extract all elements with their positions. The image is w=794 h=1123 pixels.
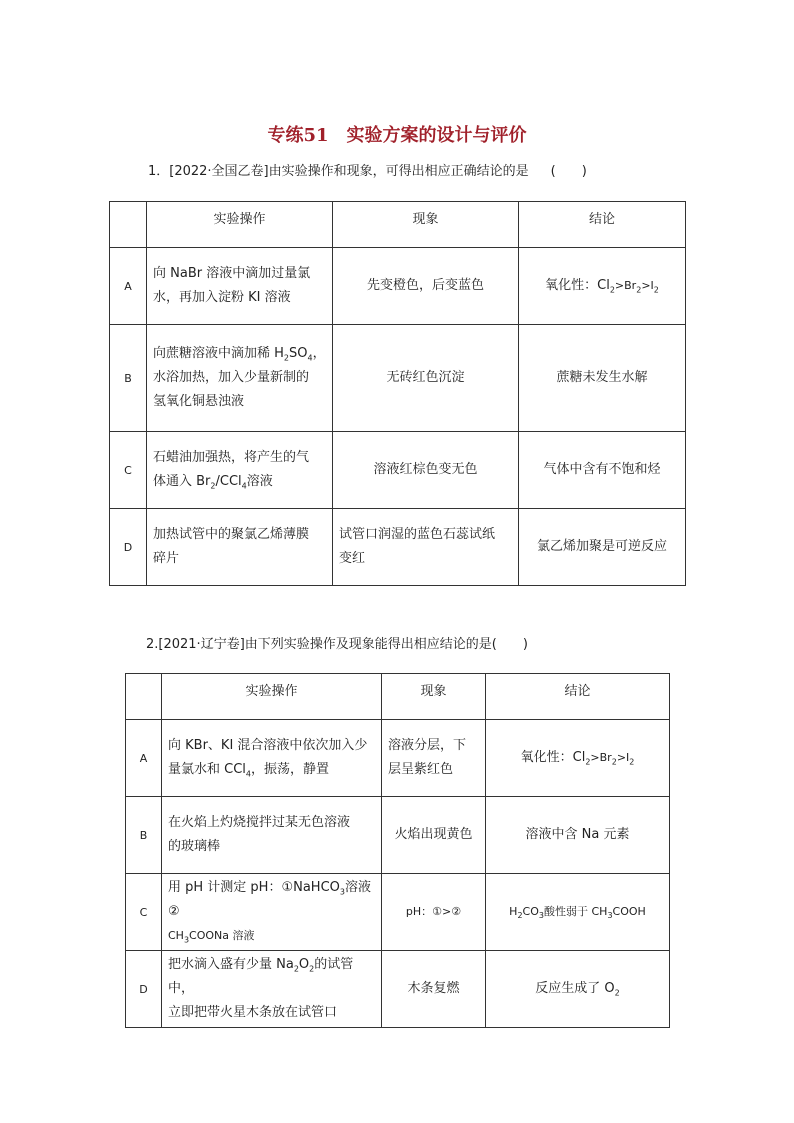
- option-label: C: [110, 432, 147, 509]
- option-label: D: [126, 951, 162, 1028]
- header-cell-conclusion: 结论: [519, 202, 686, 248]
- subscript: 2: [609, 285, 615, 295]
- operation-line: 氢氧化铜悬浊液: [153, 394, 245, 409]
- phenomenon-cell: 火焰出现黄色: [382, 797, 486, 874]
- operation-cell: [162, 951, 382, 1028]
- page-title: 专练51 实验方案的设计与评价: [267, 125, 527, 146]
- option-label: D: [110, 509, 147, 586]
- operation-line: 水浴加热，加入少量新制的: [153, 370, 310, 385]
- phenomenon-cell: 木条复燃: [382, 951, 486, 1028]
- conclusion-cell: [486, 874, 670, 951]
- conclusion-text: 反应生成了 O: [535, 981, 615, 996]
- conclusion-text: >I: [641, 279, 654, 292]
- conclusion-cell: 气体中含有不饱和烃: [519, 432, 686, 509]
- subscript: 2: [653, 285, 659, 295]
- operation-line: 向蔗糖溶液中滴加稀 H: [153, 346, 284, 361]
- phenomenon-line: 试管口润湿的蓝色石蕊试纸: [339, 527, 496, 542]
- phenomenon-cell: 溶液红棕色变无色: [333, 432, 519, 509]
- conclusion-text: >I: [616, 751, 630, 764]
- subscript: 4: [307, 353, 313, 363]
- operation-cell: [162, 720, 382, 797]
- subscript: 2: [614, 988, 620, 998]
- operation-text: CH: [168, 929, 184, 942]
- header-cell-operation: 实验操作: [147, 202, 333, 248]
- option-label: A: [110, 248, 147, 325]
- header-cell-phenomenon: 现象: [333, 202, 519, 248]
- operation-line: 加热试管中的聚氯乙烯薄膜: [153, 527, 310, 542]
- header-cell-operation: 实验操作: [162, 674, 382, 720]
- option-label: A: [126, 720, 162, 797]
- subscript: 3: [339, 887, 345, 897]
- conclusion-text: >Br: [590, 751, 612, 764]
- operation-text: 的试管中，: [168, 957, 354, 996]
- table-row-b: [126, 797, 670, 874]
- subscript: 2: [517, 911, 523, 921]
- conclusion-text: COOH: [612, 905, 646, 918]
- phenomenon-line: 层呈紫红色: [388, 762, 454, 777]
- table-header-row: [110, 202, 686, 248]
- operation-text: 溶液②: [168, 880, 371, 919]
- table-row-c: [110, 432, 686, 509]
- operation-text: 用 pH 计测定 pH：①NaHCO: [168, 880, 340, 895]
- operation-cell: [147, 248, 333, 325]
- table-row-d: [110, 509, 686, 586]
- operation-cell: [147, 509, 333, 586]
- conclusion-cell: 溶液中含 Na 元素: [486, 797, 670, 874]
- conclusion-text: 氧化性：Cl: [520, 750, 586, 765]
- header-cell-phenomenon: 现象: [382, 674, 486, 720]
- subscript: 4: [245, 769, 251, 779]
- subscript: 2: [636, 285, 642, 295]
- operation-line: 碎片: [153, 551, 180, 566]
- conclusion-cell: 蔗糖未发生水解: [519, 325, 686, 432]
- answer-blank: ( ): [550, 164, 587, 179]
- subscript: 2: [293, 964, 299, 974]
- subscript: 2: [309, 964, 315, 974]
- operation-text: ，: [312, 346, 326, 361]
- operation-line: 立即把带火星木条放在试管口: [168, 1005, 338, 1020]
- operation-text: 体通入 Br: [153, 474, 211, 489]
- operation-line: 的玻璃棒: [168, 839, 221, 854]
- operation-line: 水，再加入淀粉 KI 溶液: [153, 290, 291, 305]
- table-header-row: [126, 674, 670, 720]
- subscript: 2: [585, 757, 591, 767]
- phenomenon-line: 变红: [339, 551, 366, 566]
- table-row-c: [126, 874, 670, 951]
- subscript: 4: [241, 481, 247, 491]
- operation-text: 把水滴入盛有少量 Na: [168, 957, 294, 972]
- option-label: B: [110, 325, 147, 432]
- question-2-text: 2.[2021·辽宁卷]由下列实验操作及现象能得出相应结论的是: [146, 637, 492, 652]
- table-row-a: [110, 248, 686, 325]
- conclusion-text: CO: [522, 905, 539, 918]
- subscript: 3: [538, 911, 544, 921]
- table-row-d: [126, 951, 670, 1028]
- question-1-text: 1．[2022·全国乙卷]由实验操作和现象，可得出相应正确结论的是: [148, 164, 529, 179]
- header-cell-conclusion: 结论: [486, 674, 670, 720]
- table-row-a: [126, 720, 670, 797]
- conclusion-text: 氧化性：Cl: [545, 278, 610, 293]
- option-label: B: [126, 797, 162, 874]
- operation-line: 在火焰上灼烧搅拌过某无色溶液: [168, 815, 351, 830]
- conclusion-cell: 氯乙烯加聚是可逆反应: [519, 509, 686, 586]
- operation-text: O: [298, 957, 310, 972]
- phenomenon-cell: pH：①>②: [382, 874, 486, 951]
- phenomenon-cell: 先变橙色，后变蓝色: [333, 248, 519, 325]
- operation-cell: [162, 874, 382, 951]
- operation-cell: [147, 325, 333, 432]
- operation-text: ，振荡，静置: [251, 762, 330, 777]
- operation-text: 溶液: [246, 474, 273, 489]
- conclusion-cell: [519, 248, 686, 325]
- subscript: 3: [183, 935, 190, 945]
- subscript: 2: [611, 757, 617, 767]
- operation-line: 向 NaBr 溶液中滴加过量氯: [153, 266, 311, 281]
- conclusion-text: >Br: [614, 279, 637, 292]
- operation-line: 向 KBr、KI 混合溶液中依次加入少: [168, 738, 368, 753]
- operation-text: SO: [289, 346, 308, 361]
- phenomenon-cell: 无砖红色沉淀: [333, 325, 519, 432]
- question-1-stem: [148, 162, 587, 182]
- option-label: C: [126, 874, 162, 951]
- header-cell-label: [126, 674, 162, 720]
- operation-line: 石蜡油加强热，将产生的气: [153, 450, 310, 465]
- conclusion-cell: [486, 951, 670, 1028]
- question-1-table: [109, 201, 686, 586]
- operation-cell: [162, 797, 382, 874]
- subscript: 2: [283, 353, 290, 363]
- phenomenon-cell: [333, 509, 519, 586]
- subscript: 2: [210, 481, 216, 491]
- phenomenon-line: 溶液分层，下: [388, 738, 467, 753]
- operation-text: 量氯水和 CCl: [168, 762, 246, 777]
- operation-text: /CCl: [215, 474, 242, 489]
- operation-text: COONa 溶液: [189, 929, 255, 942]
- operation-cell: [147, 432, 333, 509]
- phenomenon-cell: [382, 720, 486, 797]
- conclusion-text: H: [509, 905, 518, 918]
- subscript: 3: [607, 911, 613, 921]
- question-2-table: [125, 673, 670, 1028]
- table-row-b: [110, 325, 686, 432]
- header-cell-label: [110, 202, 147, 248]
- conclusion-text: 酸性弱于 CH: [543, 905, 608, 918]
- subscript: 2: [629, 757, 635, 767]
- question-2-stem: [146, 635, 528, 655]
- answer-blank: ( ): [491, 637, 528, 652]
- conclusion-cell: [486, 720, 670, 797]
